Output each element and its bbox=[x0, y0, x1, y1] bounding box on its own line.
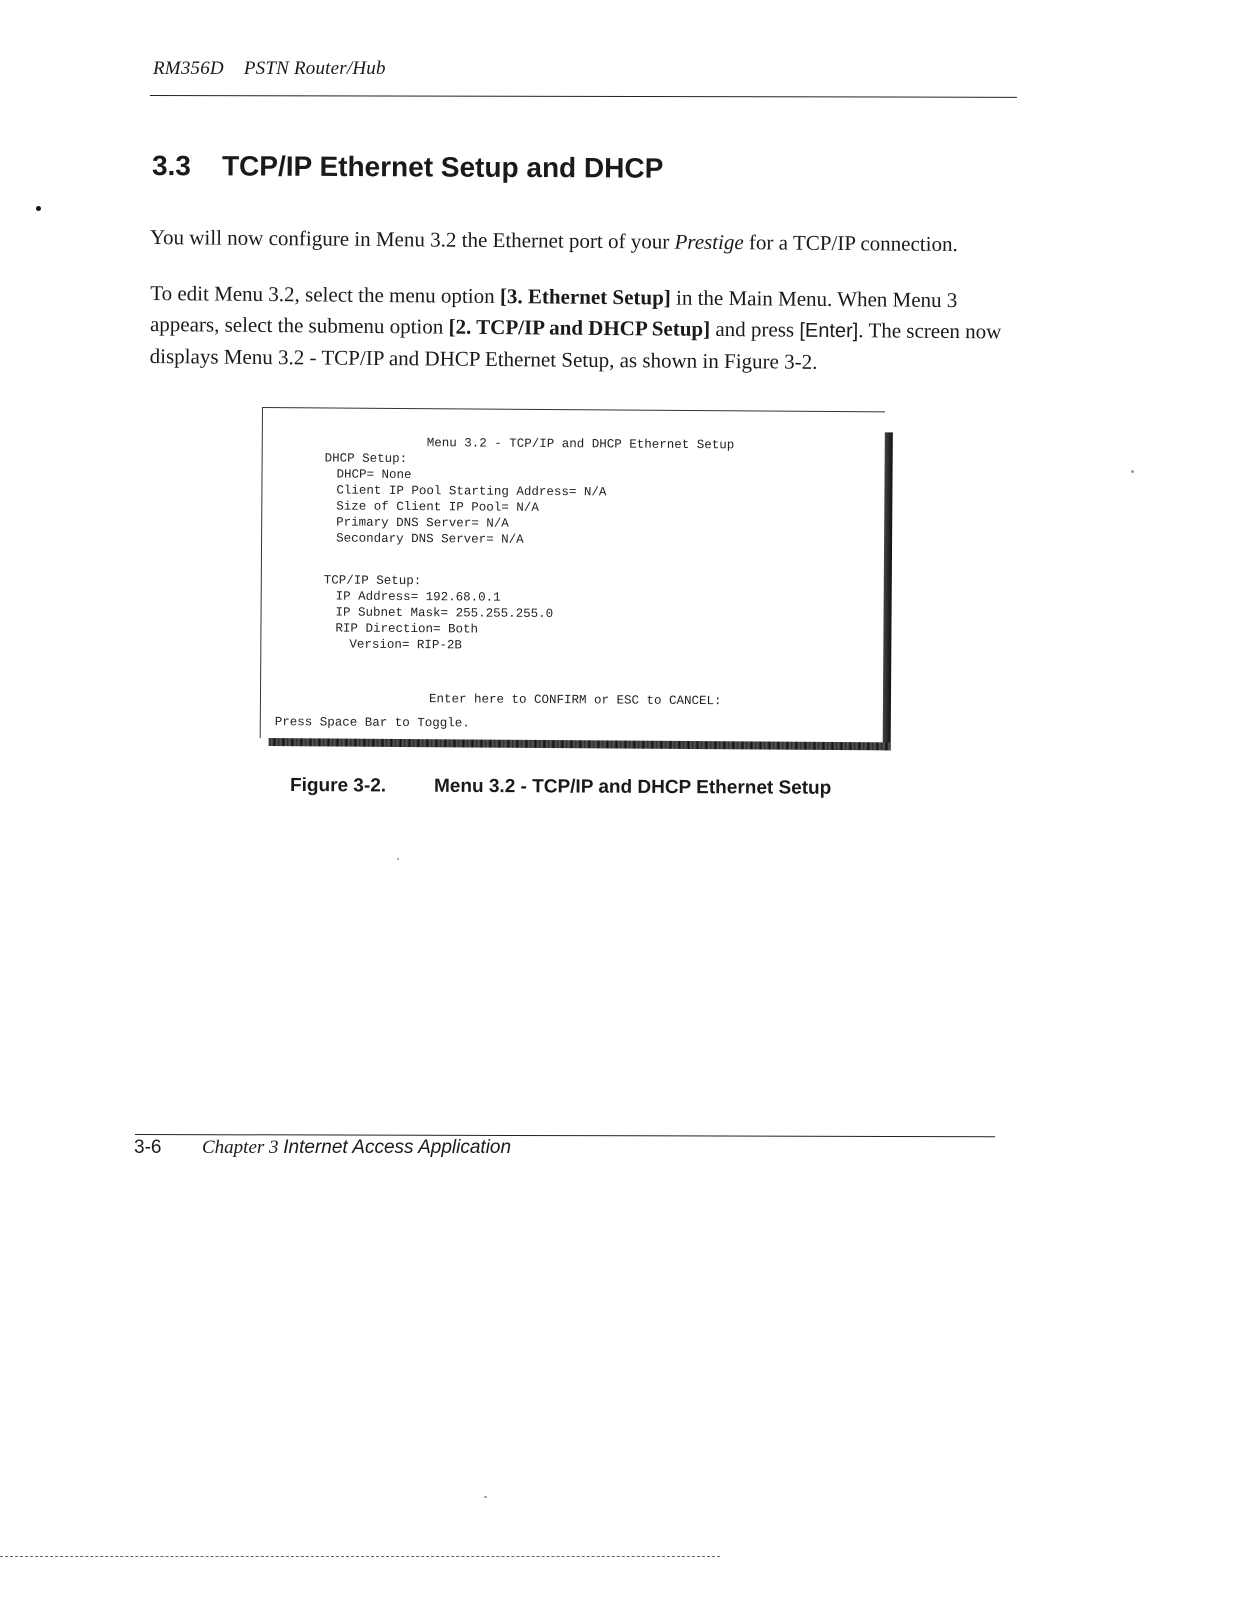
header-title: PSTN Router/Hub bbox=[243, 58, 386, 79]
intro-paragraph bbox=[150, 222, 1030, 261]
instructions-paragraph bbox=[150, 278, 1031, 380]
rip-direction-field[interactable]: RIP Direction= Both bbox=[335, 621, 479, 637]
running-header bbox=[153, 58, 386, 80]
scan-speck bbox=[484, 1496, 487, 1498]
dhcp-field[interactable]: DHCP= None bbox=[336, 467, 412, 483]
header-model: RM356D bbox=[153, 58, 224, 79]
chapter-title bbox=[202, 1137, 511, 1158]
scan-speck bbox=[1131, 470, 1134, 473]
ip-address-field[interactable]: IP Address= 192.68.0.1 bbox=[335, 589, 501, 605]
toggle-hint: Press Space Bar to Toggle. bbox=[274, 715, 470, 731]
confirm-prompt[interactable]: Enter here to CONFIRM or ESC to CANCEL: bbox=[428, 692, 722, 709]
menu-title: Menu 3.2 - TCP/IP and DHCP Ethernet Setup bbox=[426, 436, 735, 453]
figure-caption bbox=[290, 775, 831, 800]
dhcp-heading: DHCP Setup: bbox=[324, 451, 408, 467]
primary-dns-field[interactable]: Primary DNS Server= N/A bbox=[336, 515, 509, 531]
para2-text-c: and press bbox=[710, 316, 800, 342]
scan-edge bbox=[0, 1556, 720, 1557]
screen-shadow bbox=[883, 432, 893, 750]
menu-option-ethernet-setup: [3. Ethernet Setup] bbox=[499, 284, 671, 310]
para2-text-d: . The screen now displays Menu 3.2 - TCP/IP and DHCP Ethernet Setup, as shown in Figure 3-2. bbox=[149, 318, 1002, 374]
scan-speck bbox=[397, 858, 399, 860]
section-heading bbox=[152, 150, 663, 185]
section-title: TCP/IP Ethernet Setup and DHCP bbox=[221, 150, 664, 184]
screen-shadow-bottom bbox=[269, 738, 891, 750]
chapter-name: Internet Access Application bbox=[283, 1137, 512, 1158]
tcpip-heading: TCP/IP Setup: bbox=[323, 573, 422, 589]
section-number: 3.3 bbox=[151, 150, 192, 182]
product-name: Prestige bbox=[674, 229, 744, 255]
figure-label: Figure 3-2. bbox=[289, 775, 387, 797]
para2-text-b: in the Main Menu. When Menu 3 appears, select the submenu option bbox=[149, 285, 958, 339]
enter-key: [Enter] bbox=[799, 319, 859, 343]
page-footer bbox=[134, 1137, 511, 1159]
para2-text-a: To edit Menu 3.2, select the menu option bbox=[150, 281, 501, 309]
submenu-option-tcpip-dhcp: [2. TCP/IP and DHCP Setup] bbox=[448, 314, 711, 341]
figure-title: Menu 3.2 - TCP/IP and DHCP Ethernet Setup bbox=[433, 775, 832, 799]
para1-text-a: You will now configure in Menu 3.2 the Ethernet port of your bbox=[149, 225, 675, 254]
secondary-dns-field[interactable]: Secondary DNS Server= N/A bbox=[336, 531, 524, 547]
rip-version-field[interactable]: Version= RIP-2B bbox=[349, 637, 462, 653]
para1-text-b: for a TCP/IP connection. bbox=[743, 230, 958, 257]
scan-dot bbox=[36, 206, 41, 211]
subnet-mask-field[interactable]: IP Subnet Mask= 255.255.255.0 bbox=[335, 605, 554, 622]
header-rule bbox=[150, 95, 1017, 98]
pool-start-field[interactable]: Client IP Pool Starting Address= N/A bbox=[336, 483, 607, 500]
page-number: 3-6 bbox=[134, 1137, 162, 1158]
chapter-prefix: Chapter 3 bbox=[202, 1137, 284, 1158]
terminal-screenshot bbox=[260, 407, 885, 742]
pool-size-field[interactable]: Size of Client IP Pool= N/A bbox=[336, 499, 539, 515]
